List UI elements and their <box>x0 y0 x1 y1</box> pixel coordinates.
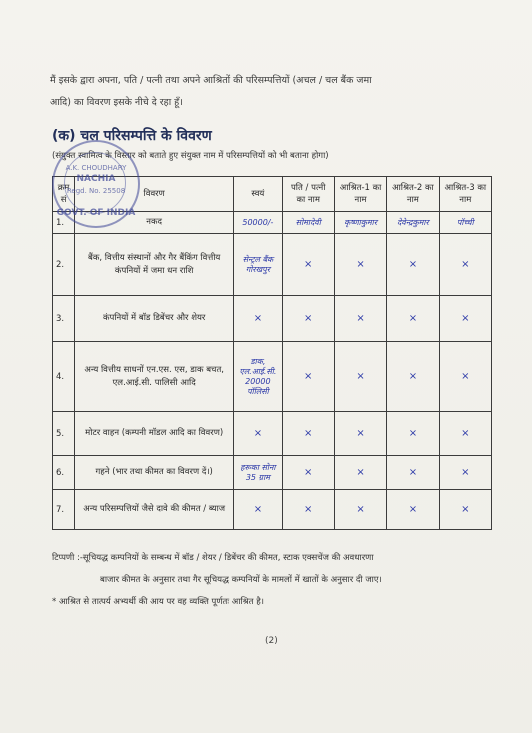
table-row <box>53 490 492 530</box>
row-dependent-1-value: × <box>334 456 386 490</box>
row-dependent-3-value: × <box>439 234 491 296</box>
row-dependent-2-value: × <box>387 456 439 490</box>
header-dependent-3: आश्रित-3 का नाम <box>439 177 491 212</box>
intro-line-1: मैं इसके द्वारा अपना, पति / पत्नी तथा अपने आश्रितों की परिसम्पत्तियों (अचल / चल बैंक जमा <box>50 75 372 86</box>
header-description: विवरण <box>75 177 234 212</box>
row-spouse-value: × <box>282 456 334 490</box>
seal-line-4: GOVT. OF INDIA <box>56 208 136 218</box>
table-row <box>53 456 492 490</box>
header-serial: क्रम सं <box>53 177 75 212</box>
intro-line-2: आदि) का विवरण इसके नीचे दे रहा हूँ। <box>50 97 183 108</box>
table-row <box>53 342 492 412</box>
seal-line-3: Regd. No. 25508 <box>66 187 126 195</box>
section-note: (संयुक्त स्वामित्व के विस्तार को बताते हुए संयुक्त नाम में परिसम्पत्तियों को भी बताना होगा) <box>52 151 329 161</box>
row-dependent-3-value: × <box>439 342 491 412</box>
row-dependent-3-value: पॉच्ची <box>439 212 491 234</box>
row-dependent-2-value: × <box>387 342 439 412</box>
table-row <box>53 412 492 456</box>
page-number: (2) <box>265 636 278 646</box>
row-description: मोटर वाहन (कम्पनी मॉडल आदि का विवरण) <box>75 412 234 456</box>
row-dependent-2-value: × <box>387 412 439 456</box>
row-dependent-1-value: × <box>334 412 386 456</box>
row-description: गहने (भार तथा कीमत का विवरण दें।) <box>75 456 234 490</box>
row-self-value: × <box>234 412 282 456</box>
row-serial: 2. <box>53 234 75 296</box>
footnote-line-2: बाजार कीमत के अनुसार तथा गैर सूचियद्ध कम्पनियों के मामलों में खातों के अनुसार दी जाए। <box>100 575 382 585</box>
row-spouse-value: सोमादेवी <box>282 212 334 234</box>
row-dependent-1-value: × <box>334 490 386 530</box>
row-description: कंपनियों में बॉड डिबेंचर और शेयर <box>75 296 234 342</box>
movable-assets-table <box>52 176 492 530</box>
row-self-value: सेन्ट्रल बैंक गोरखपुर <box>234 234 282 296</box>
header-self: स्वयं <box>234 177 282 212</box>
row-dependent-2-value: × <box>387 490 439 530</box>
footnote-line-3: * आश्रित से तात्पर्य अभ्यर्थी की आय पर वह व्यक्ति पूर्णतः आश्रित है। <box>52 597 264 607</box>
row-description: नकद <box>75 212 234 234</box>
row-spouse-value: × <box>282 234 334 296</box>
row-dependent-2-value: देवेन्द्रकुमार <box>387 212 439 234</box>
row-description: बैंक, वित्तीय संस्थानों और गैर बैंकिंग वित्तीय कंपनियों में जमा धन राशि <box>75 234 234 296</box>
row-dependent-3-value: × <box>439 296 491 342</box>
intro-paragraph <box>50 70 490 114</box>
table-row <box>53 234 492 296</box>
header-dependent-1: आश्रित-1 का नाम <box>334 177 386 212</box>
seal-line-1: A.K. CHOUDHARY <box>65 164 127 172</box>
row-spouse-value: × <box>282 296 334 342</box>
seal-line-2: NACHIA <box>76 174 116 184</box>
row-description: अन्य परिसम्पत्तियों जैसे दावे की कीमत / ब्याज <box>75 490 234 530</box>
row-dependent-2-value: × <box>387 296 439 342</box>
row-self-value: डाक, एल.आई.सी. 20000 पॉलिसी <box>234 342 282 412</box>
footnote-line-1: टिप्पणी :-सूचियद्ध कम्पनियों के सम्बन्ध में बॉड / शेयर / डिबेंचर की कीमत, स्टाक एक्सचेंज की अवधारणा <box>52 553 374 563</box>
row-dependent-1-value: × <box>334 296 386 342</box>
notary-seal <box>52 140 140 228</box>
row-serial: 5. <box>53 412 75 456</box>
row-dependent-3-value: × <box>439 412 491 456</box>
row-dependent-3-value: × <box>439 490 491 530</box>
row-dependent-3-value: × <box>439 456 491 490</box>
row-serial: 3. <box>53 296 75 342</box>
row-description: अन्य वित्तीय साधनों एन.एस. एस, डाक बचत, एल.आई.सी. पालिसी आदि <box>75 342 234 412</box>
header-spouse: पति / पत्नी का नाम <box>282 177 334 212</box>
row-dependent-1-value: कृष्णाकुमार <box>334 212 386 234</box>
row-self-value: 50000/- <box>234 212 282 234</box>
row-dependent-1-value: × <box>334 234 386 296</box>
row-spouse-value: × <box>282 342 334 412</box>
row-serial: 6. <box>53 456 75 490</box>
row-serial: 7. <box>53 490 75 530</box>
row-self-value: × <box>234 490 282 530</box>
row-self-value: × <box>234 296 282 342</box>
row-dependent-1-value: × <box>334 342 386 412</box>
section-heading: (क) चल परिसम्पत्ति के विवरण <box>52 128 212 144</box>
row-spouse-value: × <box>282 412 334 456</box>
table-row <box>53 296 492 342</box>
row-serial: 1. <box>53 212 75 234</box>
row-self-value: हरूका सोना 35 ग्राम <box>234 456 282 490</box>
header-dependent-2: आश्रित-2 का नाम <box>387 177 439 212</box>
row-serial: 4. <box>53 342 75 412</box>
row-dependent-2-value: × <box>387 234 439 296</box>
row-spouse-value: × <box>282 490 334 530</box>
